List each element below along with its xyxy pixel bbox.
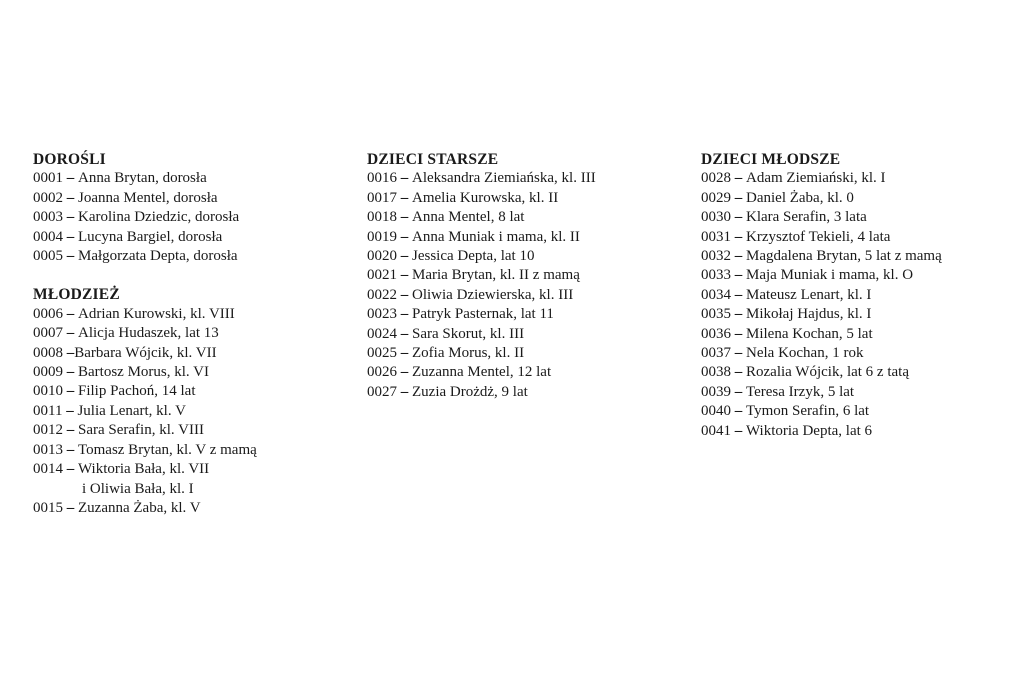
- list-item: [367, 325, 596, 344]
- entry-separator: –: [397, 228, 412, 245]
- list-item: [367, 266, 596, 285]
- entry-separator: –: [731, 403, 746, 420]
- list-item: [33, 460, 257, 479]
- entry-number: 0013: [33, 441, 63, 458]
- entry-number: 0011: [33, 402, 63, 419]
- entry-text: Wiktoria Bała, kl. VII: [78, 461, 210, 478]
- entry-list: [701, 169, 942, 441]
- entry-separator: –: [731, 306, 746, 323]
- list-item: [33, 189, 257, 208]
- list-item: [367, 344, 596, 363]
- column-older-children: [367, 150, 596, 402]
- entry-text: Anna Brytan, dorosła: [78, 170, 207, 187]
- entry-number: 0025: [367, 345, 397, 362]
- entry-number: 0015: [33, 499, 63, 516]
- entry-text: Sara Skorut, kl. III: [412, 325, 525, 342]
- entry-separator: –: [63, 228, 78, 245]
- entry-separator: –: [63, 305, 78, 322]
- section-youth: [33, 285, 257, 518]
- list-item: [701, 286, 942, 305]
- entry-separator: –: [731, 267, 746, 284]
- entry-number: 0034: [701, 286, 731, 303]
- list-item: [33, 169, 257, 188]
- entry-text: Zuzia Drożdż, 9 lat: [412, 383, 528, 400]
- entry-separator: –: [731, 345, 746, 362]
- entry-text: Julia Lenart, kl. V: [77, 402, 186, 419]
- section-younger-children: [701, 150, 942, 441]
- entry-text: Bartosz Morus, kl. VI: [78, 364, 209, 381]
- entry-text: Mikołaj Hajdus, kl. I: [746, 306, 872, 323]
- entry-text: Alicja Hudaszek, lat 13: [78, 325, 219, 342]
- entry-number: 0007: [33, 325, 63, 342]
- list-item: [701, 266, 942, 285]
- entry-number: 0035: [701, 306, 731, 323]
- entry-separator: –: [731, 286, 746, 303]
- entry-number: 0023: [367, 306, 397, 323]
- section-heading: DZIECI MŁODSZE: [701, 151, 841, 168]
- list-item: [33, 208, 257, 227]
- entry-number: 0037: [701, 345, 731, 362]
- list-item: [367, 383, 596, 402]
- entry-number: 0022: [367, 286, 397, 303]
- entry-text: Zuzanna Mentel, 12 lat: [412, 364, 552, 381]
- list-item: [367, 247, 596, 266]
- list-item: [367, 169, 596, 188]
- entry-number: 0036: [701, 325, 731, 342]
- entry-separator: –: [397, 267, 412, 284]
- section-heading: DZIECI STARSZE: [367, 151, 499, 168]
- entry-number: 0002: [33, 189, 63, 206]
- entry-list: [367, 169, 596, 402]
- entry-separator: –: [63, 364, 78, 381]
- entry-separator: –: [731, 209, 746, 226]
- entry-text: Anna Muniak i mama, kl. II: [412, 228, 580, 245]
- entry-number: 0010: [33, 383, 63, 400]
- entry-text: Magdalena Brytan, 5 lat z mamą: [746, 248, 942, 265]
- entry-number: 0020: [367, 248, 397, 265]
- entry-separator: –: [397, 345, 412, 362]
- list-item: [701, 344, 942, 363]
- entry-text: Krzysztof Tekieli, 4 lata: [746, 228, 891, 245]
- entry-text: Tymon Serafin, 6 lat: [746, 403, 870, 420]
- list-item: [33, 247, 257, 266]
- entry-list: [33, 169, 257, 266]
- entry-text: Klara Serafin, 3 lata: [746, 209, 867, 226]
- entry-separator: –: [731, 170, 746, 187]
- entry-text: Karolina Dziedzic, dorosła: [78, 209, 240, 226]
- entry-separator: –: [397, 286, 412, 303]
- entry-text: Rozalia Wójcik, lat 6 z tatą: [746, 364, 909, 381]
- entry-number: 0031: [701, 228, 731, 245]
- section-older-children: [367, 150, 596, 402]
- entry-text: Amelia Kurowska, kl. II: [412, 189, 559, 206]
- entry-number: 0026: [367, 364, 397, 381]
- list-item: [701, 422, 942, 441]
- entry-text: Maja Muniak i mama, kl. O: [746, 267, 914, 284]
- entry-separator: –: [397, 189, 412, 206]
- entry-separator: –: [397, 306, 412, 323]
- entry-separator: –: [63, 441, 78, 458]
- entry-text: Milena Kochan, 5 lat: [746, 325, 873, 342]
- entry-number: 0041: [701, 422, 731, 439]
- list-item: [33, 441, 257, 460]
- entry-text: Anna Mentel, 8 lat: [412, 209, 525, 226]
- entry-number: 0017: [367, 189, 397, 206]
- entry-separator: –: [731, 248, 746, 265]
- entry-number: 0014: [33, 461, 63, 478]
- entry-number: 0001: [33, 170, 63, 187]
- entry-text: Tomasz Brytan, kl. V z mamą: [78, 441, 257, 458]
- entry-separator: –: [397, 248, 412, 265]
- list-item: [367, 286, 596, 305]
- list-item: [33, 402, 257, 421]
- entry-text: Małgorzata Depta, dorosła: [78, 248, 238, 265]
- entry-number: 0030: [701, 209, 731, 226]
- entry-text: Jessica Depta, lat 10: [412, 248, 535, 265]
- entry-number: 0006: [33, 305, 63, 322]
- entry-number: 0003: [33, 209, 63, 226]
- entry-number: 0016: [367, 170, 397, 187]
- section-heading: MŁODZIEŻ: [33, 286, 120, 304]
- entry-number: 0008: [33, 344, 63, 361]
- list-item: [33, 324, 257, 343]
- entry-text: Barbara Wójcik, kl. VII: [74, 344, 217, 361]
- entry-text: Filip Pachoń, 14 lat: [78, 383, 196, 400]
- entry-text: Adam Ziemiański, kl. I: [746, 170, 886, 187]
- entry-text: Aleksandra Ziemiańska, kl. III: [412, 170, 596, 187]
- list-item: [33, 382, 257, 401]
- entry-separator: –: [397, 364, 412, 381]
- entry-separator: –: [731, 364, 746, 381]
- entry-separator: –: [731, 383, 746, 400]
- entry-separator: –: [731, 422, 746, 439]
- list-item: [701, 383, 942, 402]
- column-adults-youth: [33, 150, 257, 518]
- entry-number: 0021: [367, 267, 397, 284]
- list-item: [33, 344, 257, 363]
- list-item: [701, 305, 942, 324]
- entry-text: Wiktoria Depta, lat 6: [746, 422, 873, 439]
- entry-number: 0009: [33, 364, 63, 381]
- entry-text: Teresa Irzyk, 5 lat: [746, 383, 855, 400]
- entry-number: 0032: [701, 248, 731, 265]
- list-item: [367, 305, 596, 324]
- entry-text: Daniel Żaba, kl. 0: [746, 189, 854, 206]
- list-item: [701, 402, 942, 421]
- list-item: [33, 499, 257, 518]
- list-item: [33, 228, 257, 247]
- entry-number: 0038: [701, 364, 731, 381]
- list-item: [701, 247, 942, 266]
- entry-number: 0005: [33, 248, 63, 265]
- entry-text: Zuzanna Żaba, kl. V: [78, 499, 201, 516]
- list-item: [701, 325, 942, 344]
- entry-separator: –: [63, 461, 78, 478]
- entry-separator: –: [63, 499, 78, 516]
- entry-separator: –: [63, 344, 75, 361]
- list-item: [33, 305, 257, 324]
- entry-list: [33, 305, 257, 518]
- list-item: [367, 189, 596, 208]
- entry-separator: –: [63, 170, 78, 187]
- entry-number: 0029: [701, 189, 731, 206]
- entry-separator: –: [731, 189, 746, 206]
- entry-separator: –: [397, 170, 412, 187]
- entry-number: 0018: [367, 209, 397, 226]
- column-younger-children: [701, 150, 942, 441]
- section-adults: [33, 150, 257, 266]
- list-item: [701, 169, 942, 188]
- entry-separator: –: [63, 325, 78, 342]
- list-item: [33, 421, 257, 440]
- entry-text: Adrian Kurowski, kl. VIII: [78, 305, 235, 322]
- list-item: [367, 228, 596, 247]
- list-item: [367, 208, 596, 227]
- entry-text: Zofia Morus, kl. II: [412, 345, 525, 362]
- entry-separator: –: [731, 325, 746, 342]
- entry-text: Patryk Pasternak, lat 11: [412, 306, 554, 323]
- list-item: [701, 208, 942, 227]
- entry-separator: –: [62, 402, 78, 419]
- entry-separator: –: [397, 325, 412, 342]
- entry-text: Mateusz Lenart, kl. I: [746, 286, 872, 303]
- entry-number: 0040: [701, 403, 731, 420]
- entry-number: 0024: [367, 325, 397, 342]
- list-item: [33, 363, 257, 382]
- entry-number: 0028: [701, 170, 731, 187]
- entry-text: Maria Brytan, kl. II z mamą: [412, 267, 580, 284]
- entry-separator: –: [63, 383, 78, 400]
- entry-text: Oliwia Dziewierska, kl. III: [412, 286, 574, 303]
- entry-text: Lucyna Bargiel, dorosła: [78, 228, 223, 245]
- entry-text: Joanna Mentel, dorosła: [78, 189, 218, 206]
- entry-number: 0019: [367, 228, 397, 245]
- list-item: [701, 363, 942, 382]
- entry-separator: –: [731, 228, 746, 245]
- entry-separator: –: [397, 383, 412, 400]
- list-item: [701, 228, 942, 247]
- entry-separator: –: [397, 209, 412, 226]
- entry-separator: –: [63, 189, 78, 206]
- entry-number: 0033: [701, 267, 731, 284]
- entry-number: 0039: [701, 383, 731, 400]
- entry-text: Sara Serafin, kl. VIII: [78, 422, 204, 439]
- entry-number: 0012: [33, 422, 63, 439]
- entry-number: 0027: [367, 383, 397, 400]
- list-item: [701, 189, 942, 208]
- section-heading: DOROŚLI: [33, 151, 106, 168]
- entry-separator: –: [63, 209, 78, 226]
- entry-text: Nela Kochan, 1 rok: [746, 345, 864, 362]
- entry-separator: –: [63, 248, 78, 265]
- list-item: [367, 363, 596, 382]
- entry-continuation: i Oliwia Bała, kl. I: [82, 480, 194, 497]
- entry-number: 0004: [33, 228, 63, 245]
- entry-separator: –: [63, 422, 78, 439]
